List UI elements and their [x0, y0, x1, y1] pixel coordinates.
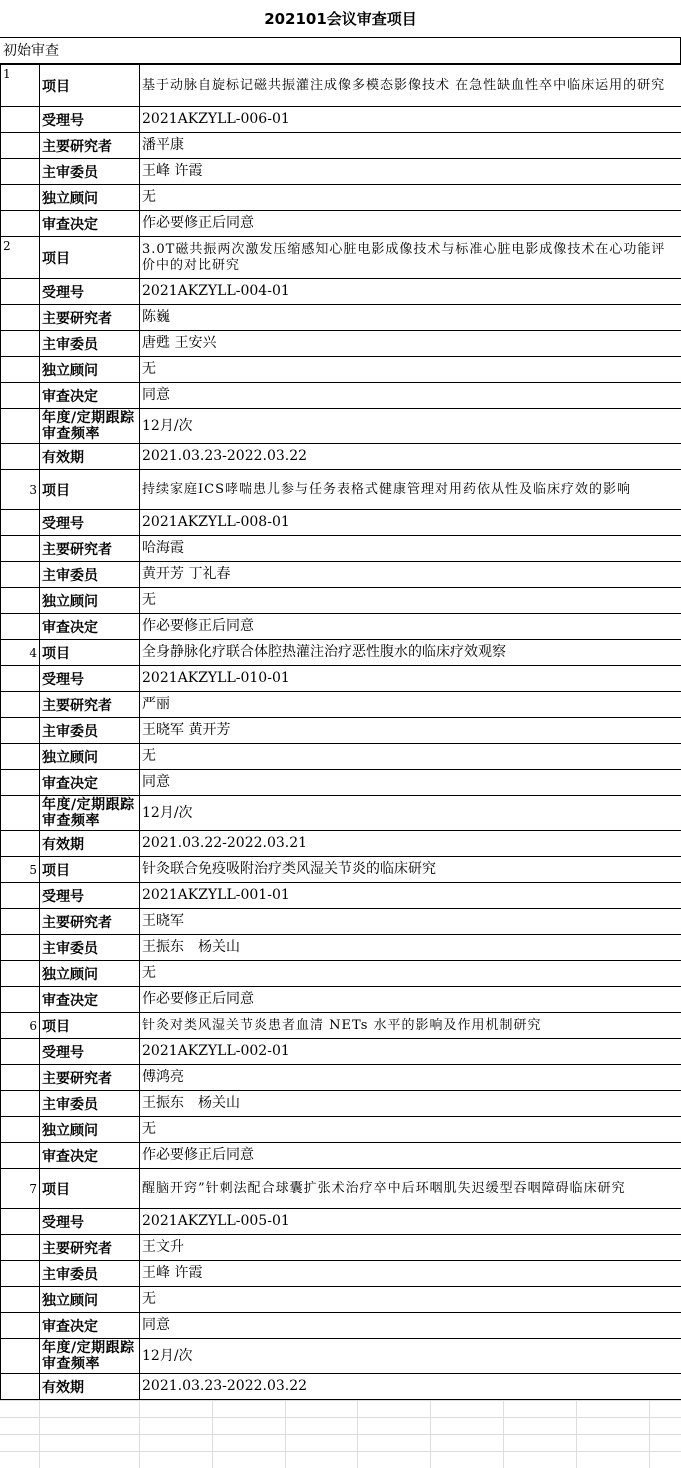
number-cell-empty — [1, 383, 40, 409]
field-value: 作必要修正后同意 — [140, 1143, 681, 1169]
project-detail-row — [1, 279, 681, 305]
number-cell-empty — [1, 961, 40, 987]
project-detail-row — [1, 444, 681, 470]
project-detail-row — [1, 1143, 681, 1169]
gridline — [0, 1434, 681, 1435]
number-cell-empty — [1, 614, 40, 640]
gridline — [357, 1400, 358, 1468]
field-value: 王晓军 — [140, 909, 681, 935]
field-value: 王峰 许霞 — [140, 159, 681, 185]
number-cell-empty — [1, 444, 40, 470]
project-detail-row — [1, 159, 681, 185]
number-cell-empty — [1, 107, 40, 133]
field-label: 独立顾问 — [40, 357, 140, 383]
number-cell-empty — [1, 831, 40, 857]
gridline — [212, 1400, 213, 1468]
field-label: 独立顾问 — [40, 1117, 140, 1143]
sheet-title: 202101会议审查项目 — [0, 0, 681, 38]
project-title-row — [1, 237, 681, 279]
gridline — [285, 1400, 286, 1468]
project-detail-row — [1, 909, 681, 935]
project-title: 针灸联合免疫吸附治疗类风湿关节炎的临床研究 — [140, 857, 681, 883]
project-detail-row — [1, 770, 681, 796]
project-detail-row — [1, 1209, 681, 1235]
field-value: 12月/次 — [140, 1339, 681, 1374]
field-label: 主要研究者 — [40, 1235, 140, 1261]
gridline — [503, 1400, 504, 1468]
number-cell-empty — [1, 1313, 40, 1339]
number-cell-empty — [1, 770, 40, 796]
field-value: 无 — [140, 1287, 681, 1313]
field-value: 2021AKZYLL-005-01 — [140, 1209, 681, 1235]
project-title-row — [1, 640, 681, 666]
project-detail-row — [1, 305, 681, 331]
field-label: 主要研究者 — [40, 692, 140, 718]
gridline — [0, 1400, 681, 1401]
project-detail-row — [1, 510, 681, 536]
field-label: 年度/定期跟踪审查频率 — [40, 796, 140, 831]
field-label: 主要研究者 — [40, 1065, 140, 1091]
field-label: 独立顾问 — [40, 1287, 140, 1313]
field-value: 王文升 — [140, 1235, 681, 1261]
field-label: 主审委员 — [40, 331, 140, 357]
number-cell-empty — [1, 1117, 40, 1143]
field-value: 王振东 杨关山 — [140, 1091, 681, 1117]
number-cell-empty — [1, 744, 40, 770]
field-label: 受理号 — [40, 1209, 140, 1235]
project-title-row — [1, 1013, 681, 1039]
field-label: 项目 — [40, 857, 140, 883]
number-cell-empty — [1, 1235, 40, 1261]
field-label: 独立顾问 — [40, 744, 140, 770]
field-label: 受理号 — [40, 510, 140, 536]
project-detail-row — [1, 357, 681, 383]
number-cell-empty — [1, 935, 40, 961]
empty-grid-area — [0, 1400, 681, 1468]
number-cell-empty — [1, 133, 40, 159]
field-label: 年度/定期跟踪审查频率 — [40, 1339, 140, 1374]
number-cell-empty — [1, 305, 40, 331]
project-detail-row — [1, 718, 681, 744]
number-cell-empty — [1, 666, 40, 692]
field-value: 作必要修正后同意 — [140, 211, 681, 237]
section-heading: 初始审查 — [0, 38, 681, 64]
field-label: 审查决定 — [40, 614, 140, 640]
number-cell-empty — [1, 1261, 40, 1287]
project-detail-row — [1, 588, 681, 614]
project-detail-row — [1, 1117, 681, 1143]
field-value: 作必要修正后同意 — [140, 614, 681, 640]
field-label: 主要研究者 — [40, 909, 140, 935]
field-value: 2021AKZYLL-010-01 — [140, 666, 681, 692]
project-detail-row — [1, 796, 681, 831]
field-label: 独立顾问 — [40, 961, 140, 987]
number-cell-empty — [1, 909, 40, 935]
field-label: 审查决定 — [40, 1313, 140, 1339]
number-cell-empty — [1, 159, 40, 185]
field-value: 严丽 — [140, 692, 681, 718]
field-label: 受理号 — [40, 279, 140, 305]
number-cell-empty — [1, 1209, 40, 1235]
field-label: 主审委员 — [40, 935, 140, 961]
project-title: 基于动脉自旋标记磁共振灌注成像多模态影像技术 在急性缺血性卒中临床运用的研究 — [140, 65, 681, 107]
number-cell-empty — [1, 692, 40, 718]
project-detail-row — [1, 1235, 681, 1261]
number-cell-empty — [1, 409, 40, 444]
project-detail-row — [1, 409, 681, 444]
number-cell-empty — [1, 211, 40, 237]
project-detail-row — [1, 383, 681, 409]
field-label: 有效期 — [40, 1374, 140, 1400]
field-label: 审查决定 — [40, 1143, 140, 1169]
project-title-row — [1, 857, 681, 883]
project-detail-row — [1, 1091, 681, 1117]
field-value: 陈巍 — [140, 305, 681, 331]
field-label: 审查决定 — [40, 383, 140, 409]
field-label: 独立顾问 — [40, 185, 140, 211]
number-cell-empty — [1, 1091, 40, 1117]
field-label: 年度/定期跟踪审查频率 — [40, 409, 140, 444]
project-detail-row — [1, 1287, 681, 1313]
field-label: 主审委员 — [40, 718, 140, 744]
project-number: 6 — [1, 1013, 40, 1039]
project-detail-row — [1, 1065, 681, 1091]
field-label: 项目 — [40, 1013, 140, 1039]
field-value: 无 — [140, 744, 681, 770]
field-label: 主审委员 — [40, 1261, 140, 1287]
project-title-row — [1, 470, 681, 510]
field-value: 同意 — [140, 383, 681, 409]
project-detail-row — [1, 614, 681, 640]
field-value: 王峰 许霞 — [140, 1261, 681, 1287]
field-value: 王振东 杨关山 — [140, 935, 681, 961]
project-detail-row — [1, 133, 681, 159]
number-cell-empty — [1, 536, 40, 562]
number-cell-empty — [1, 1039, 40, 1065]
number-cell-empty — [1, 1339, 40, 1374]
field-label: 主审委员 — [40, 159, 140, 185]
number-cell-empty — [1, 357, 40, 383]
project-detail-row — [1, 1261, 681, 1287]
project-detail-row — [1, 1039, 681, 1065]
field-label: 主要研究者 — [40, 133, 140, 159]
field-value: 无 — [140, 185, 681, 211]
project-detail-row — [1, 666, 681, 692]
field-value: 12月/次 — [140, 409, 681, 444]
project-title: 3.0T磁共振两次激发压缩感知心脏电影成像技术与标准心脏电影成像技术在心功能评价中的对比研究 — [140, 237, 681, 279]
gridline — [430, 1400, 431, 1468]
project-number: 1 — [1, 65, 40, 107]
project-detail-row — [1, 692, 681, 718]
project-detail-row — [1, 1339, 681, 1374]
gridline — [139, 1400, 140, 1468]
project-title: 持续家庭ICS哮喘患儿参与任务表格式健康管理对用药依从性及临床疗效的影响 — [140, 470, 681, 510]
field-label: 项目 — [40, 640, 140, 666]
project-detail-row — [1, 107, 681, 133]
field-value: 哈海霞 — [140, 536, 681, 562]
field-label: 有效期 — [40, 444, 140, 470]
field-label: 受理号 — [40, 1039, 140, 1065]
field-value: 2021.03.23-2022.03.22 — [140, 444, 681, 470]
number-cell-empty — [1, 279, 40, 305]
field-value: 王晓军 黄开芳 — [140, 718, 681, 744]
field-value: 2021.03.22-2022.03.21 — [140, 831, 681, 857]
project-detail-row — [1, 1374, 681, 1400]
field-label: 独立顾问 — [40, 588, 140, 614]
field-value: 2021AKZYLL-004-01 — [140, 279, 681, 305]
field-label: 受理号 — [40, 883, 140, 909]
project-detail-row — [1, 185, 681, 211]
field-value: 2021AKZYLL-008-01 — [140, 510, 681, 536]
project-number: 2 — [1, 237, 40, 279]
project-title: 针灸对类风湿关节炎患者血清 NETs 水平的影响及作用机制研究 — [140, 1013, 681, 1039]
field-label: 主审委员 — [40, 562, 140, 588]
gridline — [0, 1417, 681, 1418]
field-value: 潘平康 — [140, 133, 681, 159]
gridline — [0, 1451, 681, 1452]
field-label: 审查决定 — [40, 987, 140, 1013]
number-cell-empty — [1, 588, 40, 614]
project-detail-row — [1, 1313, 681, 1339]
project-detail-row — [1, 883, 681, 909]
project-detail-row — [1, 987, 681, 1013]
number-cell-empty — [1, 987, 40, 1013]
field-label: 主审委员 — [40, 1091, 140, 1117]
gridline — [576, 1400, 577, 1468]
project-detail-row — [1, 935, 681, 961]
project-number: 7 — [1, 1169, 40, 1209]
field-value: 作必要修正后同意 — [140, 987, 681, 1013]
field-value: 同意 — [140, 770, 681, 796]
project-detail-row — [1, 831, 681, 857]
gridline — [649, 1400, 650, 1468]
field-label: 受理号 — [40, 666, 140, 692]
project-detail-row — [1, 961, 681, 987]
project-detail-row — [1, 744, 681, 770]
project-detail-row — [1, 211, 681, 237]
field-value: 2021.03.23-2022.03.22 — [140, 1374, 681, 1400]
project-number: 4 — [1, 640, 40, 666]
field-label: 有效期 — [40, 831, 140, 857]
number-cell-empty — [1, 718, 40, 744]
project-detail-row — [1, 536, 681, 562]
project-title: 醒脑开窍”针刺法配合球囊扩张术治疗卒中后环咽肌失迟缓型吞咽障碍临床研究 — [140, 1169, 681, 1209]
project-detail-row — [1, 331, 681, 357]
number-cell-empty — [1, 1374, 40, 1400]
project-number: 5 — [1, 857, 40, 883]
number-cell-empty — [1, 185, 40, 211]
project-number: 3 — [1, 470, 40, 510]
field-label: 审查决定 — [40, 770, 140, 796]
number-cell-empty — [1, 883, 40, 909]
project-title-row — [1, 65, 681, 107]
field-label: 项目 — [40, 237, 140, 279]
field-label: 项目 — [40, 65, 140, 107]
field-value: 2021AKZYLL-006-01 — [140, 107, 681, 133]
field-value: 无 — [140, 1117, 681, 1143]
number-cell-empty — [1, 1065, 40, 1091]
field-label: 受理号 — [40, 107, 140, 133]
project-title: 全身静脉化疗联合体腔热灌注治疗恶性腹水的临床疗效观察 — [140, 640, 681, 666]
field-value: 傅鸿亮 — [140, 1065, 681, 1091]
projects-table — [0, 64, 681, 1400]
field-value: 无 — [140, 961, 681, 987]
number-cell-empty — [1, 796, 40, 831]
field-value: 同意 — [140, 1313, 681, 1339]
project-title-row — [1, 1169, 681, 1209]
field-label: 主要研究者 — [40, 536, 140, 562]
field-label: 审查决定 — [40, 211, 140, 237]
field-label: 项目 — [40, 470, 140, 510]
field-value: 2021AKZYLL-002-01 — [140, 1039, 681, 1065]
field-value: 黄开芳 丁礼春 — [140, 562, 681, 588]
field-value: 唐甦 王安兴 — [140, 331, 681, 357]
number-cell-empty — [1, 562, 40, 588]
number-cell-empty — [1, 1287, 40, 1313]
gridline — [39, 1400, 40, 1468]
field-value: 无 — [140, 357, 681, 383]
field-label: 项目 — [40, 1169, 140, 1209]
field-value: 2021AKZYLL-001-01 — [140, 883, 681, 909]
field-value: 12月/次 — [140, 796, 681, 831]
field-label: 主要研究者 — [40, 305, 140, 331]
number-cell-empty — [1, 510, 40, 536]
field-value: 无 — [140, 588, 681, 614]
number-cell-empty — [1, 331, 40, 357]
number-cell-empty — [1, 1143, 40, 1169]
project-detail-row — [1, 562, 681, 588]
